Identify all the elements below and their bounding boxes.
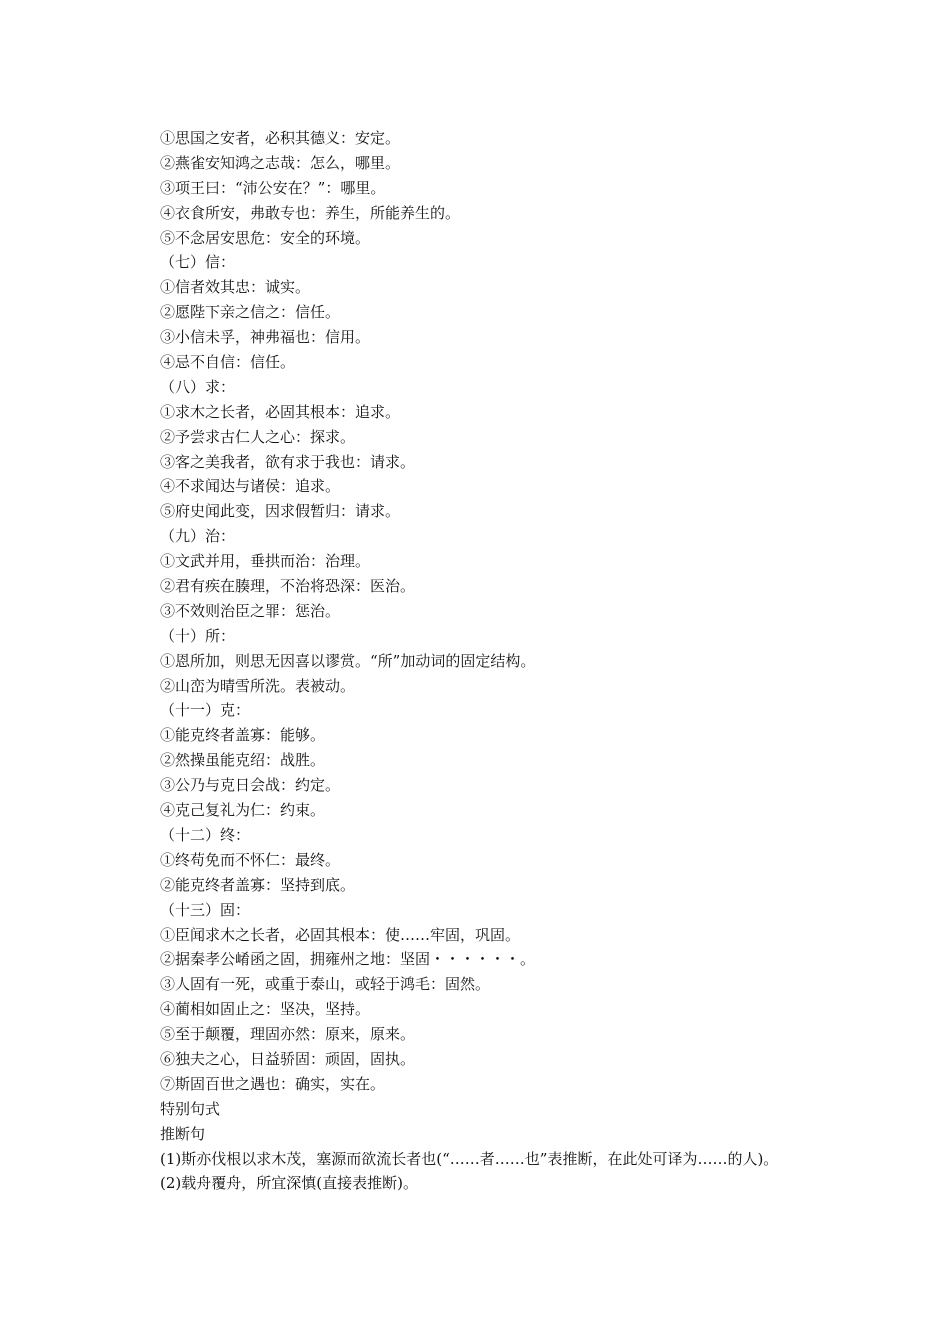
definition-item: ①信者效其忠：诚实。 — [160, 278, 311, 297]
document-body — [144, 126, 804, 1196]
definition-item: ④蔺相如固止之：坚决，坚持。 — [160, 1000, 371, 1019]
group-heading: （十二）终： — [160, 825, 251, 844]
definition-item: ③小信未孚，神弗福也：信用。 — [160, 328, 371, 347]
definition-group-xin — [144, 250, 804, 374]
definition-item: ②燕雀安知鸿之志哉：怎么，哪里。 — [160, 153, 401, 172]
definition-item: ④衣食所安，弗敢专也：养生，所能养生的。 — [160, 203, 461, 222]
section-title: 特别句式 — [160, 1099, 221, 1118]
group-heading: （十）所： — [160, 626, 236, 645]
definition-item: ③客之美我者，欲有求于我也：请求。 — [160, 452, 416, 471]
definition-group-gu — [144, 898, 804, 1097]
definition-item: ⑤不念居安思危：安全的环境。 — [160, 228, 371, 247]
definition-item: ①求木之长者，必固其根本：追求。 — [160, 402, 401, 421]
example-paragraph: (2)载舟覆舟，所宜深慎(直接表推断)。 — [160, 1174, 418, 1193]
subsection-title: 推断句 — [160, 1124, 206, 1143]
definition-item: ②然操虽能克绍：战胜。 — [160, 751, 326, 770]
definition-item: ①能克终者盖寡：能够。 — [160, 726, 326, 745]
definition-item: ④忌不自信：信任。 — [160, 353, 296, 372]
definition-item: ③项王曰：“沛公安在？”：哪里。 — [160, 178, 386, 197]
definition-item: ①恩所加，则思无因喜以谬赏。“所”加动词的固定结构。 — [160, 651, 536, 670]
definition-item: ③不效则治臣之罪：惩治。 — [160, 601, 341, 620]
definition-item: ⑤至于颠覆，理固亦然：原来，原来。 — [160, 1025, 416, 1044]
definition-group-ke — [144, 698, 804, 822]
example-paragraph: (1)斯亦伐根以求木茂，塞源而欲流长者也(“……者……也”表推断，在此处可译为……的人)。 — [160, 1149, 779, 1168]
definition-item: ②能克终者盖寡：坚持到底。 — [160, 875, 356, 894]
definition-item: ③公乃与克日会战：约定。 — [160, 776, 341, 795]
group-heading: （十三）固： — [160, 900, 251, 919]
definition-group-zhi — [144, 524, 804, 624]
definition-item: ①终苟免而不怀仁：最终。 — [160, 850, 341, 869]
group-heading: （七）信： — [160, 253, 236, 272]
definition-item: ②愿陛下亲之信之：信任。 — [160, 303, 341, 322]
definition-item: ⑥独夫之心，日益骄固：顽固，固执。 — [160, 1049, 416, 1068]
definition-item: ②山峦为晴雪所洗。表被动。 — [160, 676, 356, 695]
definition-group-zhong — [144, 823, 804, 898]
group-heading: （九）治： — [160, 527, 236, 546]
definition-item: ③人固有一死，或重于泰山，或轻于鸿毛：固然。 — [160, 975, 491, 994]
definition-item: ①思国之安者，必积其德义：安定。 — [160, 129, 401, 147]
definition-item: ①文武并用，垂拱而治：治理。 — [160, 552, 371, 571]
definition-item: ④不求闻达与诸侯：追求。 — [160, 477, 341, 496]
definition-group-qiu — [144, 375, 804, 524]
group-heading: （八）求： — [160, 377, 236, 396]
definition-item: ①臣闻求木之长者，必固其根本：使……牢固，巩固。 — [160, 925, 521, 944]
definition-group-suo — [144, 624, 804, 699]
definition-item: ②予尝求古仁人之心：探求。 — [160, 427, 356, 446]
definition-item: ②据秦孝公崤函之固，拥雍州之地：坚固・・・・・・。 — [160, 950, 536, 969]
definition-item: ⑦斯固百世之遇也：确实，实在。 — [160, 1074, 386, 1093]
definition-item: ④克己复礼为仁：约束。 — [160, 801, 326, 820]
definition-group-an — [144, 126, 804, 250]
definition-item: ②君有疾在腠理，不治将恐深：医治。 — [160, 577, 416, 596]
definition-item: ⑤府史闻此变，因求假暂归：请求。 — [160, 502, 401, 521]
group-heading: （十一）克： — [160, 701, 251, 720]
